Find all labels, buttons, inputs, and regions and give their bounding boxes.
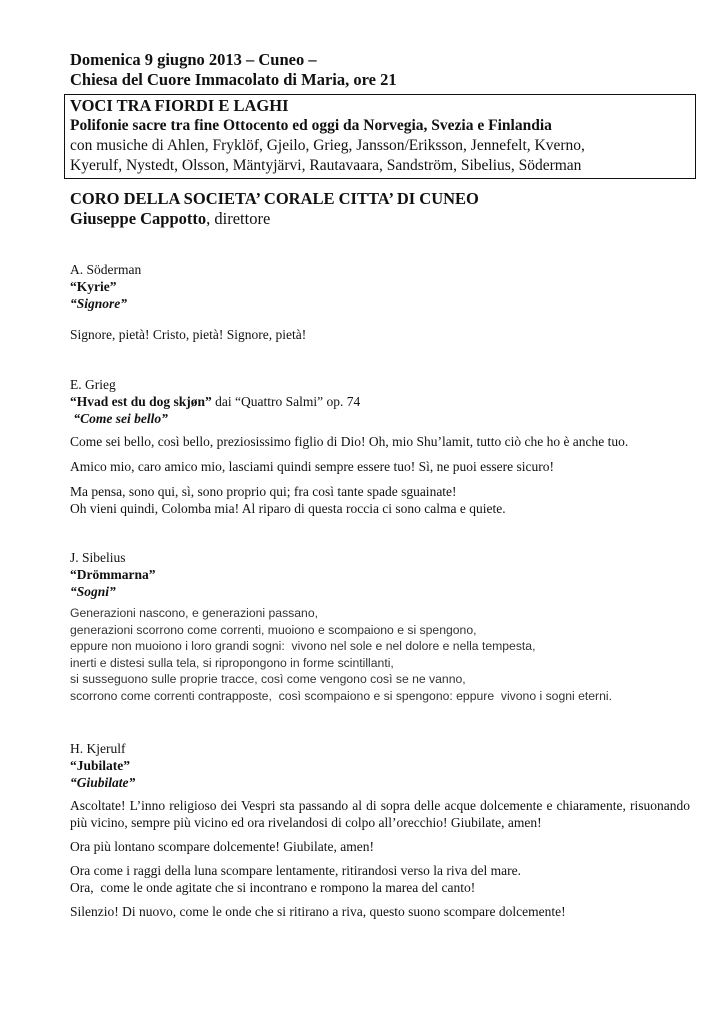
piece-translation: “Sogni” xyxy=(70,584,116,599)
director-role: , direttore xyxy=(206,209,271,228)
piece-title: “Drömmarna” xyxy=(70,567,156,582)
poem-line: Generazioni nascono, e generazioni passano, xyxy=(70,606,318,620)
piece-translation: “Come sei bello” xyxy=(70,411,168,426)
composers-line-2: Kyerulf, Nystedt, Olsson, Mäntyjärvi, Rautavaara, Sandström, Sibelius, Söderman xyxy=(70,157,582,174)
text-paragraph: Oh vieni quindi, Colomba mia! Al riparo di questa roccia ci sono calma e quiete. xyxy=(70,501,506,516)
text-paragraph: Ora, come le onde agitate che si incontrano e rompono la marea del canto! xyxy=(70,880,476,895)
piece-composer: H. Kjerulf xyxy=(70,741,126,756)
piece-sibelius xyxy=(70,549,690,704)
poem-line: si susseguono sulle proprie tracce, così come vengono così se ne vanno, xyxy=(70,672,466,686)
piece-grieg xyxy=(70,376,690,517)
text-paragraph: Signore, pietà! Cristo, pietà! Signore, pietà! xyxy=(70,327,307,342)
choir-block xyxy=(70,189,690,229)
text-paragraph: Amico mio, caro amico mio, lasciami quindi sempre essere tuo! Sì, ne puoi essere sicuro! xyxy=(70,459,554,474)
poem-line: scorrono come correnti contrapposte, così scompaiono e si spengono: eppure vivono i sogni eterni. xyxy=(70,688,612,703)
piece-title-suffix: dai “Quattro Salmi” op. 74 xyxy=(211,394,361,409)
text-paragraph: Ora come i raggi della luna scompare lentamente, ritirandosi verso la riva del mare. xyxy=(70,863,521,878)
text-paragraph: Ma pensa, sono qui, sì, sono proprio qui; fra così tante spade sguainate! xyxy=(70,484,457,499)
piece-title: “Kyrie” xyxy=(70,279,117,294)
piece-composer: J. Sibelius xyxy=(70,550,126,565)
program-subtitle: Polifonie sacre tra fine Ottocento ed oggi da Norvegia, Svezia e Finlandia xyxy=(70,117,552,134)
piece-soderman xyxy=(70,261,690,343)
piece-composer: A. Söderman xyxy=(70,262,142,277)
text-paragraph: Silenzio! Di nuovo, come le onde che si ritirano a riva, questo suono scompare dolcemente! xyxy=(70,904,566,919)
text-paragraph: Ascoltate! L’inno religioso dei Vespri sta passando al di sopra delle acque dolcemente e chiaramente, risuonando più vicino, sempre più vicino ed ora rivelandosi di colpo all’orecchio! Giubilate, amen! xyxy=(70,798,690,830)
program-box xyxy=(64,94,696,179)
text-paragraph: Come sei bello, così bello, preziosissimo figlio di Dio! Oh, mio Shu’lamit, tutto ciò che ho è anche tuo. xyxy=(70,434,629,449)
poem-text xyxy=(70,605,690,704)
piece-composer: E. Grieg xyxy=(70,377,116,392)
choir-name: CORO DELLA SOCIETA’ CORALE CITTA’ DI CUNEO xyxy=(70,189,479,208)
piece-title: “Hvad est du dog skjøn” xyxy=(70,394,212,409)
piece-translation: “Giubilate” xyxy=(70,775,136,790)
director-name: Giuseppe Cappotto xyxy=(70,209,207,228)
document-page xyxy=(70,50,690,920)
piece-title: “Jubilate” xyxy=(70,758,131,773)
poem-line: generazioni scorrono come correnti, muoiono e scompaiono e si spengono, xyxy=(70,622,477,637)
poem-line: eppure non muoiono i loro grandi sogni: vivono nel sole e nel dolore e nella tempesta, xyxy=(70,639,536,653)
text-paragraph: Ora più lontano scompare dolcemente! Giubilate, amen! xyxy=(70,839,375,854)
piece-kjerulf xyxy=(70,740,690,920)
poem-line: inerti e distesi sulla tela, si ripropongono in forme scintillanti, xyxy=(70,655,394,670)
concert-date-location: Domenica 9 giugno 2013 – Cuneo – xyxy=(70,50,317,69)
concert-venue: Chiesa del Cuore Immacolato di Maria, ore 21 xyxy=(70,70,397,89)
composers-line-1: con musiche di Ahlen, Fryklöf, Gjeilo, Grieg, Jansson/Eriksson, Jennefelt, Kverno, xyxy=(70,137,585,154)
piece-translation: “Signore” xyxy=(70,296,128,311)
program-title: VOCI TRA FIORDI E LAGHI xyxy=(70,96,289,115)
